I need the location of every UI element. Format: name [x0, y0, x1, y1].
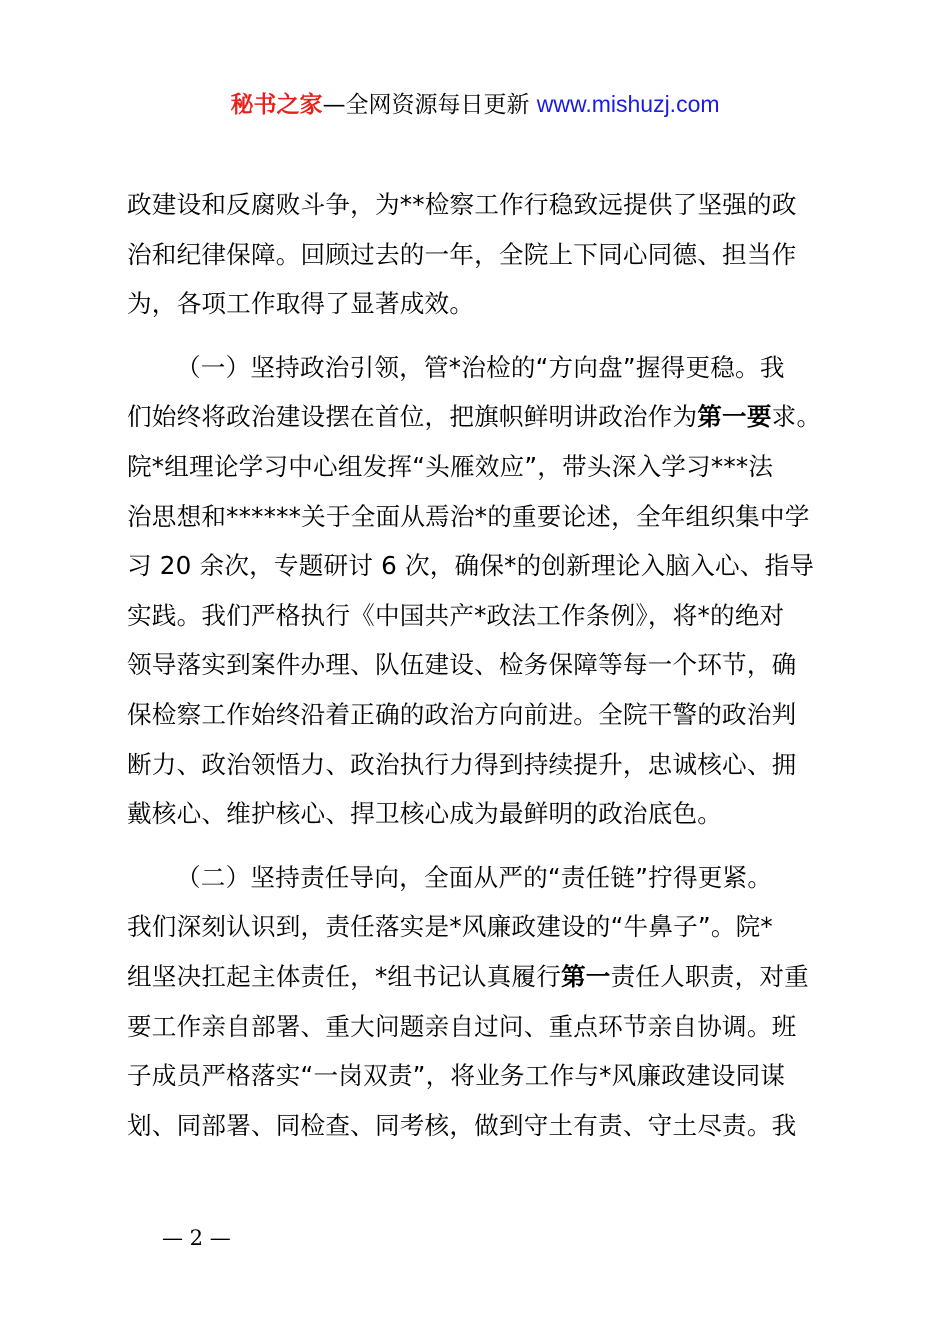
text-line: 政建设和反腐败斗争，为**检察工作行稳致远提供了坚强的政: [127, 190, 797, 219]
text-line: 断力、政治领悟力、政治执行力得到持续提升，忠诚核心、拥: [127, 749, 797, 779]
text-line: 治思想和******关于全面从焉治*的重要论述，全年组织集中学: [127, 501, 810, 531]
text-line: 实践。我们严格执行《中国共产*政法工作条例》，将*的绝对: [127, 600, 785, 630]
brand-name: 秘书之家: [230, 92, 323, 118]
text-line: 划、同部署、同检查、同考核，做到守土有责、守土尽责。我: [127, 1110, 797, 1140]
site-url-link[interactable]: www.mishuzj.com: [536, 91, 720, 117]
text-line: [127, 952, 839, 1002]
text-run: 求。: [771, 402, 822, 432]
text-line: 治和纪律保障。回顾过去的一年，全院上下同心同德、担当作: [127, 239, 797, 269]
bold-text-run: 第一: [561, 961, 611, 991]
paragraph: [127, 180, 839, 329]
page-number: — 2 —: [162, 1226, 231, 1250]
header-tagline: —全网资源每日更新: [322, 92, 537, 118]
paragraph: [127, 853, 839, 1151]
text-line: 要工作亲自部署、重大问题亲自过问、重点环节亲自协调。班: [127, 1011, 797, 1041]
text-run: 责任人职责，对重: [610, 961, 809, 991]
site-header: [0, 88, 950, 121]
text-line: 保检察工作始终沿着正确的政治方向前进。全院干警的政治判: [127, 699, 797, 729]
text-run: 组坚决扛起主体责任，*组书记认真履行: [127, 961, 561, 991]
text-line: （二）坚持责任导向，全面从严的“责任链”拧得更紧。: [176, 862, 773, 892]
text-line: 子成员严格落实“一岗双责”，将业务工作与*风廉政建设同谋: [127, 1061, 786, 1091]
text-line: 戴核心、维护核心、捍卫核心成为最鲜明的政治底色。: [127, 799, 723, 829]
text-line: （一）坚持政治引领，管*治检的“方向盘”握得更稳。我: [176, 352, 785, 382]
text-line: 习 20 余次，专题研讨 6 次，确保*的创新理论入脑入心、指导: [127, 551, 815, 581]
text-line: 我们深刻认识到，责任落实是*风廉政建设的“牛鼻子”。院*: [127, 912, 773, 942]
document-body: [127, 180, 839, 1150]
bold-text-run: 第一要: [697, 402, 772, 432]
paragraph: [127, 343, 839, 839]
text-line: 院*组理论学习中心组发挥“头雁效应”，带头深入学习***法: [127, 451, 774, 481]
text-line: 领导落实到案件办理、队伍建设、检务保障等每一个环节，确: [127, 650, 797, 680]
text-line: 为，各项工作取得了显著成效。: [127, 289, 475, 319]
text-run: 们始终将政治建设摆在首位，把旗帜鲜明讲政治作为: [127, 402, 698, 432]
text-line: [127, 392, 839, 442]
